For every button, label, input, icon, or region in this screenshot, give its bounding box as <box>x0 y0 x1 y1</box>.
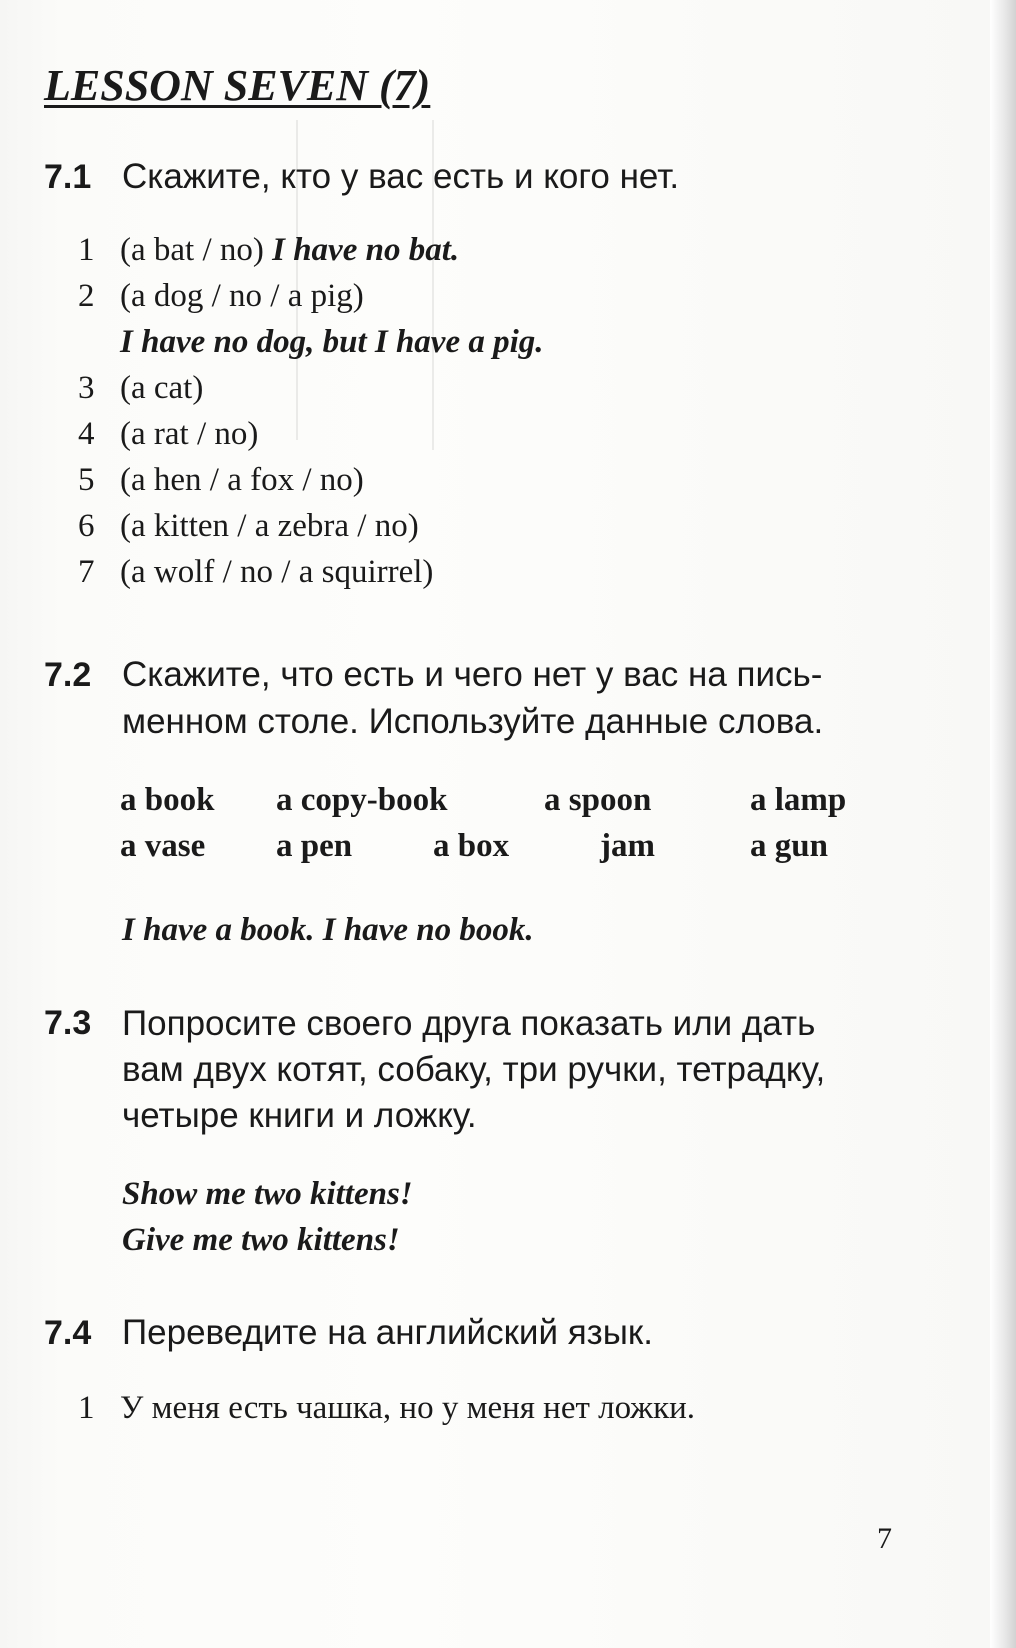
item-prompt: (a cat) <box>120 370 204 406</box>
item-number: 1 <box>78 1390 95 1426</box>
item-prompt: (a rat / no) <box>120 416 259 452</box>
exercise-instruction-7-3-line1: Попросите своего друга показать или дать <box>122 1004 816 1043</box>
exercise-number-7-2: 7.2 <box>44 656 92 694</box>
exercise-number-7-3: 7.3 <box>44 1004 92 1042</box>
exercise-instruction-7-3-line2: вам двух котят, собаку, три ручки, тетрадку, <box>122 1050 826 1089</box>
lesson-title: LESSON SEVEN (7) <box>44 61 431 110</box>
list-item <box>78 416 258 453</box>
vocab-word: jam <box>600 828 655 864</box>
list-item <box>78 370 203 407</box>
page-number: 7 <box>877 1522 892 1555</box>
vocab-word: a lamp <box>750 782 847 818</box>
example-sentence: I have a book. I have no book. <box>122 912 534 948</box>
exercise-instruction-7-4: Переведите на английский язык. <box>122 1313 653 1352</box>
exercise-instruction-7-2-line1: Скажите, что есть и чего нет у вас на пись- <box>122 655 823 694</box>
exercise-instruction-7-2-line2: менном столе. Используйте данные слова. <box>122 702 824 741</box>
item-number: 2 <box>78 278 95 314</box>
exercise-instruction-7-3-line3: четыре книги и ложку. <box>122 1096 477 1135</box>
item-number: 1 <box>78 232 95 268</box>
item-prompt: (a bat / no) <box>120 232 264 268</box>
vocab-word: a box <box>433 828 510 864</box>
page-spine-shadow <box>990 0 1016 1648</box>
vocab-word: a copy-book <box>276 782 448 818</box>
vocab-word: a book <box>120 782 215 818</box>
item-prompt: (a kitten / a zebra / no) <box>120 508 419 544</box>
exercise-instruction-7-1: Скажите, кто у вас есть и кого нет. <box>122 157 680 196</box>
item-answer: I have no bat. <box>272 232 460 268</box>
list-item <box>78 462 364 499</box>
list-item <box>78 554 433 591</box>
vocab-word: a spoon <box>544 782 652 818</box>
list-item <box>78 1390 695 1427</box>
list-item <box>78 278 364 315</box>
item-number: 6 <box>78 508 95 544</box>
item-text: У меня есть чашка, но у меня нет ложки. <box>120 1390 696 1426</box>
list-item <box>78 232 459 269</box>
vocab-word: a pen <box>276 828 353 864</box>
item-answer: I have no dog, but I have a pig. <box>120 324 544 360</box>
exercise-number-7-4: 7.4 <box>44 1314 92 1352</box>
item-prompt: (a dog / no / a pig) <box>120 278 364 314</box>
example-sentence: Show me two kittens! <box>122 1176 413 1212</box>
item-number: 4 <box>78 416 95 452</box>
item-prompt: (a hen / a fox / no) <box>120 462 364 498</box>
item-number: 3 <box>78 370 95 406</box>
item-number: 5 <box>78 462 95 498</box>
item-prompt: (a wolf / no / a squirrel) <box>120 554 434 590</box>
list-item <box>78 508 419 545</box>
exercise-number-7-1: 7.1 <box>44 158 92 196</box>
vocab-word: a gun <box>750 828 828 864</box>
example-sentence: Give me two kittens! <box>122 1222 400 1258</box>
item-number: 7 <box>78 554 95 590</box>
vocab-word: a vase <box>120 828 206 864</box>
